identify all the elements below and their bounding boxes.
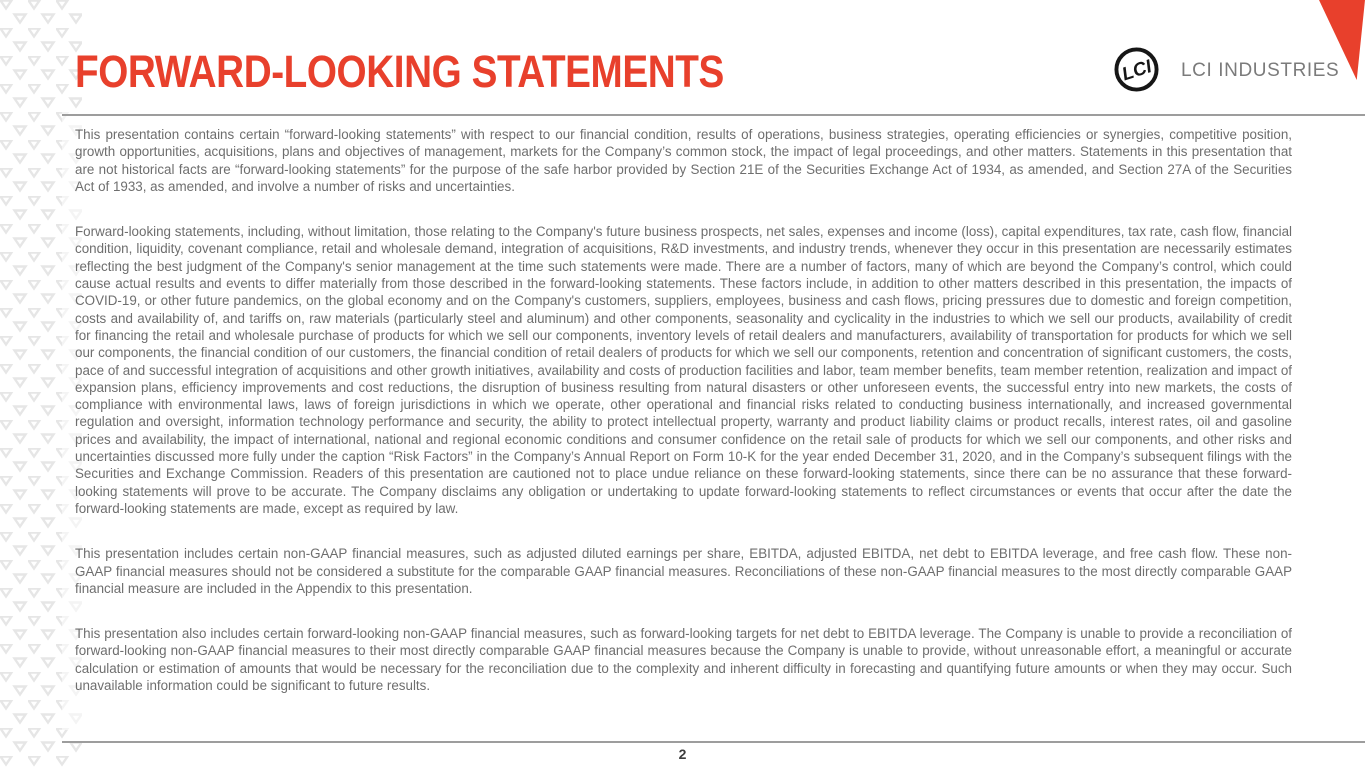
header-divider (62, 114, 1365, 116)
page-number: 2 (678, 746, 687, 762)
disclaimer-text (75, 126, 1292, 722)
footer-divider (62, 741, 1365, 743)
paragraph-risk-factors: Forward-looking statements, including, without limitation, those relating to the Company's future business prospects, net sales, expenses and income (loss), capital expenditures, tax rate, cash flow, financial condition, liquidity, covenant compliance, retail and wholesale demand, integration of acquisitions, R&D investments, and industry trends, whenever they occur in this presentation are necessarily estimates reflecting the best judgment of the Company's senior management at the time such statements were made. There are a number of factors, many of which are beyond the Company’s control, which could cause actual results and events to differ materially from those described in the forward-looking statements. These factors include, in addition to other matters described in this presentation, the impacts of COVID-19, or other future pandemics, on the global economy and on the Company's customers, suppliers, employees, business and cash flows, pricing pressures due to domestic and foreign competition, costs and availability of, and tariffs on, raw materials (particularly steel and aluminum) and other components, seasonality and cyclicality in the industries to which we sell our products, availability of credit for financing the retail and wholesale purchase of products for which we sell our components, inventory levels of retail dealers and manufacturers, availability of transportation for products for which we sell our components, the financial condition of our customers, the financial condition of retail dealers of products for which we sell our components, retention and concentration of significant customers, the costs, pace of and successful integration of acquisitions and other growth initiatives, availability and costs of production facilities and labor, team member benefits, team member retention, realization and impact of expansion plans, efficiency improvements and cost reductions, the disruption of business resulting from natural disasters or other unforeseen events, the successful entry into new markets, the costs of compliance with environmental laws, laws of foreign jurisdictions in which we operate, other operational and financial risks related to conducting business internationally, and increased governmental regulation and oversight, information technology performance and security, the ability to protect intellectual property, warranty and product liability claims or product recalls, interest rates, oil and gasoline prices and availability, the impact of international, national and regional economic conditions and consumer confidence on the retail sale of products for which we sell our components, and other risks and uncertainties discussed more fully under the caption “Risk Factors” in the Company’s Annual Report on Form 10-K for the year ended December 31, 2020, and in the Company’s subsequent filings with the Securities and Exchange Commission. Readers of this presentation are cautioned not to place undue reliance on these forward-looking statements, since there can be no assurance that these forward-looking statements will prove to be accurate. The Company disclaims any obligation or undertaking to update forward-looking statements to reflect circumstances or events that occur after the date the forward-looking statements are made, except as required by law. (75, 224, 1292, 516)
paragraph-forward-looking-non-gaap: This presentation also includes certain forward-looking non-GAAP financial measures, such as forward-looking targets for net debt to EBITDA leverage. The Company is unable to provide a reconciliation of forward-looking non-GAAP financial measures to their most directly comparable GAAP financial measures because the Company is unable to provide, without unreasonable effort, a meaningful or accurate calculation or estimation of amounts that would be necessary for the reconciliation due to the complexity and inherent difficulty in forecasting and quantifying future amounts or when they may occur. Such unavailable information could be significant to future results. (75, 626, 1292, 694)
brand-name: LCI INDUSTRIES (1181, 60, 1340, 81)
paragraph-forward-looking-intro: This presentation contains certain “forward-looking statements” with respect to our financial condition, results of operations, business strategies, operating efficiencies or synergies, competitive position, growth opportunities, acquisitions, plans and objectives of management, markets for the Company’s common stock, the impact of legal proceedings, and other matters. Statements in this presentation that are not historical facts are “forward-looking statements” for the purpose of the safe harbor provided by Section 21E of the Securities Exchange Act of 1934, as amended, and Section 27A of the Securities Act of 1933, as amended, and involve a number of risks and uncertainties. (75, 127, 1292, 194)
lci-logo-icon (1113, 46, 1160, 93)
page-title: FORWARD-LOOKING STATEMENTS (75, 46, 724, 97)
svg-text:LCI: LCI (1119, 55, 1155, 85)
paragraph-non-gaap: This presentation includes certain non-GAAP financial measures, such as adjusted diluted earnings per share, EBITDA, adjusted EBITDA, net debt to EBITDA leverage, and free cash flow. These non-GAAP financial measures should not be considered a substitute for the comparable GAAP financial measures. Reconciliations of these non-GAAP financial measures to the most directly comparable GAAP financial measure are included in the Appendix to this presentation. (75, 546, 1292, 596)
